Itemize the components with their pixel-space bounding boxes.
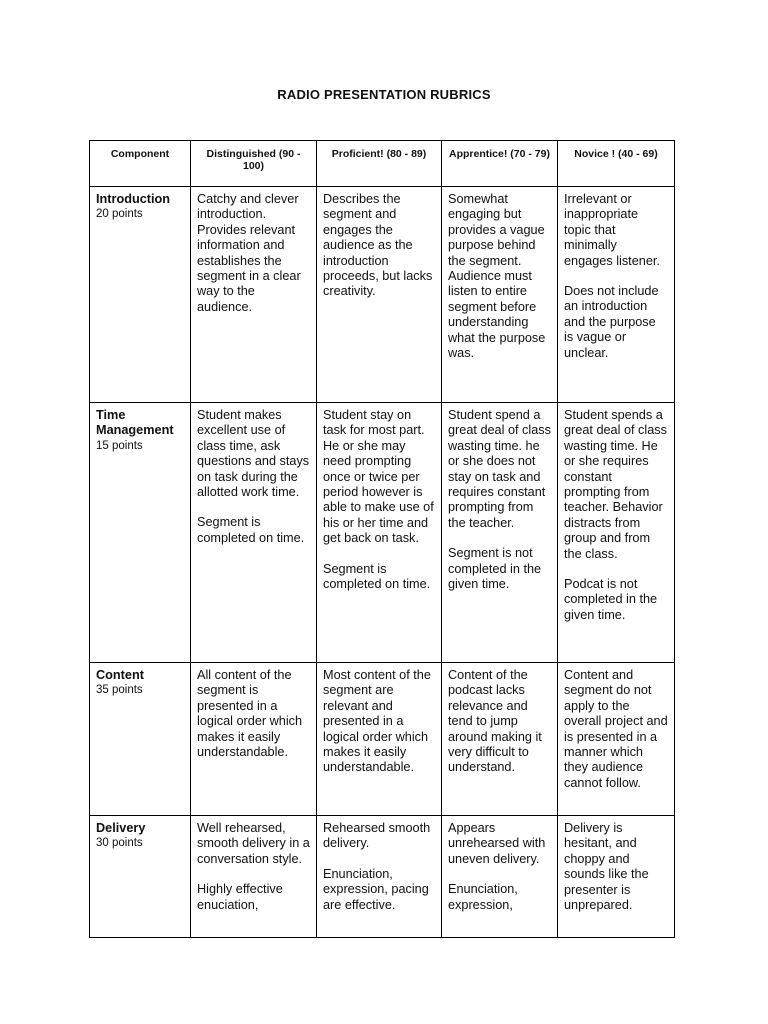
criteria-cell-novice — [558, 663, 675, 816]
criteria-cell-novice — [558, 187, 675, 403]
component-points: 30 points — [96, 837, 143, 850]
header-novice: Novice ! (40 - 69) — [558, 141, 675, 187]
component-points: 35 points — [96, 684, 143, 697]
header-distinguished: Distinguished (90 - 100) — [191, 141, 317, 187]
criteria-cell-apprentice — [442, 816, 558, 938]
criteria-cell-distinguished — [191, 403, 317, 663]
criteria-text: Student makes excellent use of class time, ask questions and stays on task during the allotted work time. — [197, 408, 310, 500]
header-proficient: Proficient! (80 - 89) — [317, 141, 442, 187]
component-cell — [90, 663, 191, 816]
table-row-introduction — [90, 187, 675, 403]
criteria-text: Content and segment do not apply to the overall project and is presented in a manner which they audience cannot follow. — [564, 668, 668, 790]
criteria-text: Enunciation, expression, pacing are effective. — [323, 866, 429, 912]
criteria-text: Does not include an introduction and the purpose is vague or unclear. — [564, 284, 659, 360]
criteria-text: Describes the segment and engages the audience as the introduction proceeds, but lacks creativity. — [323, 192, 433, 299]
component-name: Time Management — [96, 408, 174, 438]
criteria-cell-proficient — [317, 816, 442, 938]
table-row-delivery — [90, 816, 675, 938]
criteria-text: Segment is completed on time. — [197, 515, 305, 545]
criteria-cell-distinguished — [191, 663, 317, 816]
rubric-table — [89, 140, 675, 938]
component-points: 20 points — [96, 208, 143, 221]
criteria-cell-novice — [558, 816, 675, 938]
criteria-text: Content of the podcast lacks relevance and tend to jump around making it very difficult to understand. — [448, 668, 542, 775]
component-name: Content — [96, 668, 144, 682]
criteria-text: All content of the segment is presented in a logical order which makes it easily understandable. — [197, 668, 303, 760]
criteria-text: Student spends a great deal of class wasting time. He or she requires constant prompting from teacher. Behavior distracts from group and from the class. — [564, 408, 667, 561]
component-name: Introduction — [96, 192, 170, 206]
component-cell — [90, 816, 191, 938]
criteria-text: Rehearsed smooth delivery. — [323, 821, 431, 851]
criteria-text: Student stay on task for most part. He or she may need prompting once or twice per period however is able to make use of his or her time and get back on task. — [323, 408, 434, 546]
criteria-cell-apprentice — [442, 187, 558, 403]
criteria-text: Student spend a great deal of class wasting time. he or she does not stay on task and requires constant prompting from the teacher. — [448, 408, 551, 530]
component-points: 15 points — [96, 439, 143, 452]
criteria-text: Highly effective enuciation, — [197, 882, 283, 912]
table-row-time-management — [90, 403, 675, 663]
criteria-text: Delivery is hesitant, and choppy and sounds like the presenter is unprepared. — [564, 821, 649, 913]
criteria-text: Segment is completed on time. — [323, 561, 431, 592]
criteria-cell-proficient — [317, 187, 442, 403]
criteria-text: Irrelevant or inappropriate topic that minimally engages listener. — [564, 192, 660, 268]
criteria-text: Enunciation, expression, — [448, 882, 518, 912]
criteria-text: Segment is not completed in the given time. — [448, 546, 542, 592]
document-title: RADIO PRESENTATION RUBRICS — [277, 87, 491, 102]
criteria-text: Well rehearsed, smooth delivery in a conversation style. — [197, 821, 310, 866]
component-cell — [90, 187, 191, 403]
header-component: Component — [90, 141, 191, 187]
criteria-text: Appears unrehearsed with uneven delivery. — [448, 821, 546, 866]
criteria-cell-proficient — [317, 403, 442, 663]
header-row — [90, 141, 675, 187]
component-name: Delivery — [96, 821, 146, 835]
criteria-text: Catchy and clever introduction. Provides relevant information and establishes the segment in a clear way to the audience. — [197, 192, 301, 314]
criteria-cell-apprentice — [442, 663, 558, 816]
criteria-cell-proficient — [317, 663, 442, 816]
criteria-cell-novice — [558, 403, 675, 663]
criteria-text: Podcat is not completed in the given time. — [564, 577, 658, 622]
component-cell — [90, 403, 191, 663]
criteria-text: Somewhat engaging but provides a vague purpose behind the segment. Audience must listen to entire segment before understanding what the purpose was. — [448, 192, 546, 361]
criteria-cell-distinguished — [191, 187, 317, 403]
table-row-content — [90, 663, 675, 816]
criteria-text: Most content of the segment are relevant and presented in a logical order which makes it easily understandable. — [323, 668, 431, 775]
criteria-cell-distinguished — [191, 816, 317, 938]
criteria-cell-apprentice — [442, 403, 558, 663]
header-apprentice: Apprentice! (70 - 79) — [442, 141, 558, 187]
